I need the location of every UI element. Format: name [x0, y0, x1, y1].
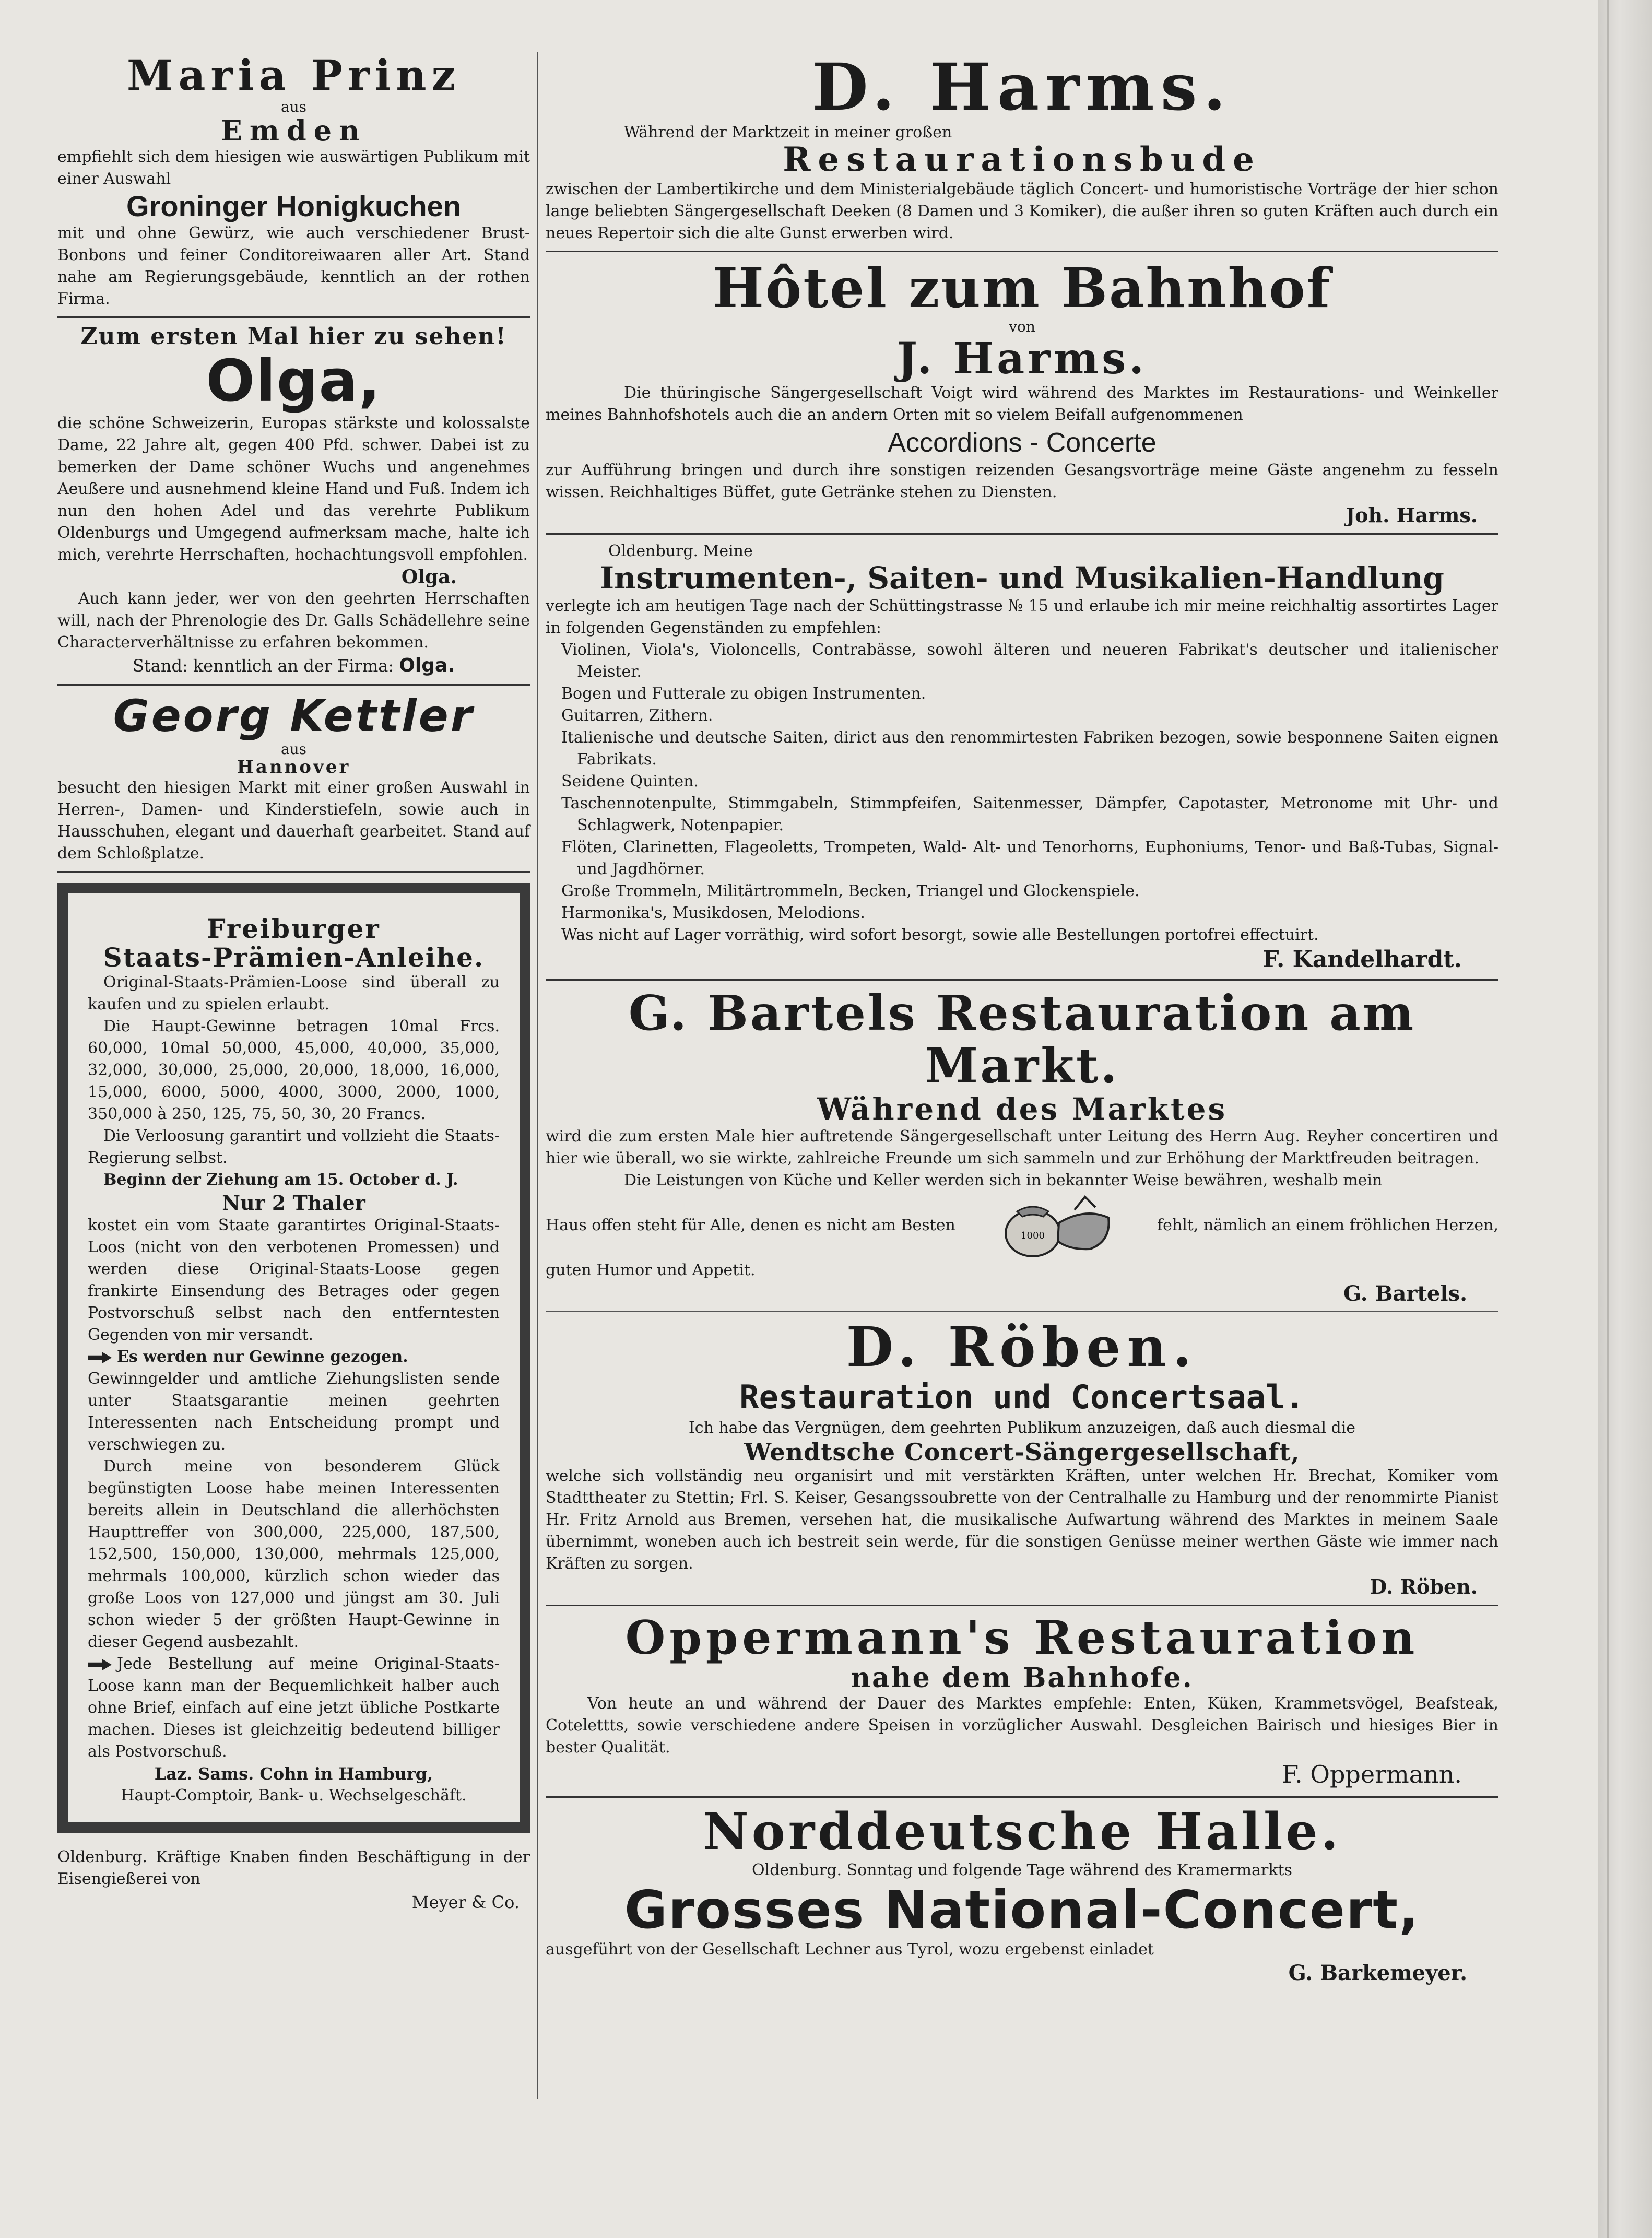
divider	[57, 684, 530, 686]
ad-subtitle: Staats-Prämien-Anleihe.	[103, 942, 485, 973]
ad-price: Nur 2 Thaler	[222, 1191, 365, 1215]
ad-text: wird die zum ersten Male hier auftretende Sängergesellschaft unter Leitung des Herrn Aug. Reyher concertiren und hier wie überall, wo sie wirkte, zahlreiche Freunde um sich sammeln und zur Erhöhung der Marktfreuden beitragen.	[546, 1127, 1498, 1168]
ad-subtitle: nahe dem Bahnhofe.	[851, 1662, 1194, 1694]
ad-subtitle: Während des Marktes	[817, 1091, 1228, 1127]
ad-norddeutsche-halle	[546, 1804, 1498, 1985]
ad-text: besucht den hiesigen Markt mit einer großen Auswahl in Herren-, Damen- und Kinderstiefeln, sowie auch in Hausschuhen, elegant und dauerhaft gearbeitet. Stand auf dem Schloßplatze.	[57, 779, 530, 863]
ad-title: G. Bartels Restauration am Markt.	[628, 985, 1416, 1094]
stand-label: Stand: kenntlich an der Firma:	[132, 656, 394, 676]
ad-text: ausgeführt von der Gesellschaft Lechner aus Tyrol, wozu ergebenst einladet	[546, 1940, 1154, 1959]
ad-title: Norddeutsche Halle.	[703, 1802, 1341, 1862]
ad-subtitle: Restaurationsbude	[783, 140, 1261, 180]
list-item: Was nicht auf Lager vorräthig, wird sofort besorgt, sowie alle Bestellungen portofrei effectuirt.	[561, 926, 1319, 945]
ad-meyer	[57, 1846, 530, 1914]
ad-text: Beginn der Ziehung am 15. October d. J.	[103, 1171, 458, 1189]
ad-signature: F. Kandelhardt.	[1262, 946, 1462, 973]
ad-concert: Grosses National-Concert,	[624, 1879, 1420, 1940]
ad-signature: Olga.	[401, 566, 457, 588]
pointing-hand-icon	[88, 1352, 112, 1363]
ad-text: zur Aufführung bringen und durch ihre sonstigen reizenden Gesangsvorträge meine Gäste angenehm zu fesseln wissen. Reichhaltiges Büffet, gute Getränke stehen zu Diensten.	[546, 461, 1498, 502]
ad-signature: G. Barkemeyer.	[1288, 1960, 1467, 1985]
page-edge	[1598, 0, 1652, 2238]
ad-signature: F. Oppermann.	[1282, 1760, 1462, 1789]
ad-title: Instrumenten-, Saiten- und Musikalien-Handlung	[599, 560, 1444, 596]
ad-text: kostet ein vom Staate garantirtes Original-Staats-Loos (nicht von den verbotenen Promessen) und werden diese Original-Staats-Loose gegen frankirte Einsendung des Betrages oder gegen Postvorschuß selbst nach den entferntesten Gegenden von mir versandt.	[88, 1216, 500, 1345]
ad-signature: G. Bartels.	[1343, 1281, 1467, 1306]
list-item: Harmonika's, Musikdosen, Melodions.	[561, 904, 865, 923]
ad-text: Oldenburg. Kräftige Knaben finden Beschäftigung in der Eisengießerei von	[57, 1848, 530, 1889]
ad-signature: Laz. Sams. Cohn in Hamburg,	[154, 1764, 433, 1784]
ad-text	[88, 1346, 500, 1368]
list-item: Seidene Quinten.	[561, 772, 699, 791]
ad-title: Oppermann's Restauration	[625, 1610, 1419, 1665]
ad-maria-prinz	[57, 52, 530, 310]
ad-text: Während der Marktzeit in meiner großen	[624, 123, 952, 142]
ad-title: Olga,	[206, 347, 382, 415]
ad-freiburger	[68, 893, 520, 1822]
ad-city: Hannover	[237, 756, 351, 778]
list-item: Italienische und deutsche Saiten, dirict aus den renommirtesten Fabriken bezogen, sowie besponnene Saiten eignen Fabrikats.	[561, 728, 1498, 769]
ad-signature: Meyer & Co.	[411, 1892, 520, 1913]
ad-text: Von heute an und während der Dauer des Marktes empfehle: Enten, Küken, Krammetsvögel, Beafsteak, Cotelettts, sowie verschiedene andere Speisen in vorzüglicher Auswahl. Desgleichen Bairisch und hiesiges Bier in bester Qualität.	[546, 1694, 1498, 1757]
ad-title: Maria Prinz	[127, 51, 461, 100]
divider	[57, 871, 530, 873]
list-item: Bogen und Futterale zu obigen Instrumenten.	[561, 685, 926, 703]
ad-d-harms	[546, 52, 1498, 244]
ad-text: Die Verloosung garantirt und vollzieht die Staats-Regierung selbst.	[88, 1127, 500, 1168]
ad-product: Groninger Honigkuchen	[126, 190, 461, 223]
ad-text: Die Haupt-Gewinne betragen 10mal Frcs. 60,000, 10mal 50,000, 45,000, 40,000, 35,000, 32,000, 30,000, 25,000, 20,000, 18,000, 16,000, 15,000, 6000, 5000, 4000, 3000, 2000, 1000, 350,000 à 250, 125, 75, 50, 30, 20 Francs.	[88, 1017, 500, 1124]
ad-bartels	[546, 987, 1498, 1306]
divider	[57, 316, 530, 318]
ad-text: mit und ohne Gewürz, wie auch verschiedener Brust-Bonbons und feiner Conditoreiwaaren aller Art. Stand nahe am Regierungsgebäude, kenntlich an der rothen Firma.	[57, 223, 530, 308]
ad-intro: Oldenburg. Meine	[608, 542, 753, 561]
ad-aus: aus	[280, 740, 307, 758]
ad-text: die schöne Schweizerin, Europas stärkste und kolossalste Dame, 22 Jahre alt, gegen 400 Pfd. schwer. Dabei ist zu bemerken der Dame schöner Wuchs und angenehmes Aeußere und ausnehmend kleine Hand und Fuß. Indem ich nun den hohen Adel und das verehrte Publikum Oldenburgs und Umgegend aufmerksam mache, halte ich mich, verehrte Herrschaften, hochachtungsvoll empfohlen.	[57, 414, 530, 564]
ad-headline: Zum ersten Mal hier zu sehen!	[80, 323, 507, 350]
ad-text-span: fehlt, nämlich an einem fröhlichen Herzen,	[1157, 1216, 1498, 1235]
divider	[546, 533, 1498, 535]
money-bag-icon	[996, 1192, 1116, 1259]
divider	[546, 1311, 1498, 1312]
ad-text: Gewinngelder und amtliche Ziehungslisten sende unter Staatsgarantie meinen geehrten Interessenten nach Entscheidung prompt und verschwiegen zu.	[88, 1370, 500, 1454]
ad-georg-kettler	[57, 692, 530, 865]
ad-von: von	[1009, 318, 1035, 336]
ad-stand	[57, 654, 530, 678]
ad-subtitle: Wendtsche Concert-Sängergesellschaft,	[744, 1438, 1300, 1466]
ad-text: Durch meine von besonderem Glück begünstigten Loose habe meinen Interessenten bereits allein in Deutschland die allerhöchsten Haupttreffer von 300,000, 225,000, 187,500, 152,500, 150,000, 130,000, mehrmals 125,000, mehrmals 100,000, kürzlich schon wieder das große Loos von 127,000 und jüngst am 30. Juli schon wieder 5 der größten Haupt-Gewinne in dieser Gegend ausbezahlt.	[88, 1457, 500, 1652]
ad-signature: D. Röben.	[1370, 1575, 1478, 1599]
ad-text-with-bag	[546, 1192, 1498, 1259]
ad-text: Original-Staats-Prämien-Loose sind überall zu kaufen und zu spielen erlaubt.	[88, 973, 500, 1014]
ad-title: Hôtel zum Bahnhof	[712, 255, 1332, 320]
list-item: Taschennotenpulte, Stimmgabeln, Stimmpfeifen, Saitenmesser, Dämpfer, Capotaster, Metronome mit Uhr- und Schlagwerk, Notenpapier.	[561, 794, 1498, 835]
ad-text: empfiehlt sich dem hiesigen wie auswärtigen Publikum mit einer Auswahl	[57, 148, 530, 189]
ad-subtitle: Restauration und Concertsaal.	[739, 1377, 1305, 1416]
ad-signature: Joh. Harms.	[1346, 503, 1478, 527]
list-item: Große Trommeln, Militärtrommeln, Becken, Triangel und Glockenspiele.	[561, 882, 1140, 901]
ad-text: Auch kann jeder, wer von den geehrten Herrschaften will, nach der Phrenologie des Dr. Galls Schädellehre seine Characterverhältnisse zu erfahren bekommen.	[57, 590, 530, 652]
ad-text: Die thüringische Sängergesellschaft Voigt wird während des Marktes im Restaurations- und Weinkeller meines Bahnhofshotels auch die an andern Orten mit so vielem Beifall aufgenommenen	[546, 384, 1498, 425]
ad-aus: aus	[280, 98, 307, 115]
divider	[546, 979, 1498, 981]
ad-signature-sub: Haupt-Comptoir, Bank- u. Wechselgeschäft.	[121, 1786, 467, 1805]
ad-text: welche sich vollständig neu organisirt und mit verstärkten Kräften, unter welchen Hr. Brechat, Komiker vom Stadttheater zu Stettin; Frl. S. Keiser, Gesangssoubrette von der Centralhalle zu Hamburg und der renommirte Pianist Hr. Fritz Arnold aus Bremen, versehen hat, die musikalische Aufwartung während des Marktes in meinem Saale übernimmt, woneben auch ich bestreit sein werde, für die sonstigen Genüsse meiner werthen Gäste wie immer nach Kräften zu sorgen.	[546, 1467, 1498, 1573]
ad-title: Georg Kettler	[113, 690, 475, 742]
ad-olga	[57, 324, 530, 678]
ad-text: Ich habe das Vergnügen, dem geehrten Publikum anzuzeigen, daß auch diesmal die	[688, 1418, 1356, 1437]
bag-label: 1000	[1021, 1230, 1045, 1242]
ad-concert: Accordions - Concerte	[888, 428, 1157, 458]
ad-roeben	[546, 1317, 1498, 1598]
right-column	[546, 52, 1498, 1985]
left-column	[57, 52, 530, 1914]
ad-text: Oldenburg. Sonntag und folgende Tage während des Kramermarkts	[752, 1860, 1292, 1879]
ad-text-span: Jede Bestellung auf meine Original-Staats-Loose kann man der Bequemlichkeit halber auch ohne Brief, einfach auf eine jetzt übliche Postkarte machen. Dieses ist gleichzeitig bedeutend billiger als Postvorschuß.	[88, 1655, 500, 1761]
ad-text: guten Humor und Appetit.	[546, 1261, 756, 1280]
ad-text-span: Haus offen steht für Alle, denen es nicht am Besten	[546, 1216, 955, 1235]
ad-text: zwischen der Lambertikirche und dem Ministerialgebäude täglich Concert- und humoristische Vorträge der hier schon lange beliebten Sängergesellschaft Deeken (8 Damen und 3 Komiker), die außer ihren so guten Kräften auch durch ein neues Repertoir sich die alte Gunst erwerben wird.	[546, 180, 1498, 242]
ad-city: Emden	[220, 114, 367, 147]
ad-title: D. Harms.	[812, 50, 1232, 125]
ad-oppermann	[546, 1612, 1498, 1790]
list-item: Guitarren, Zithern.	[561, 706, 713, 725]
stand-name: Olga.	[399, 655, 455, 677]
ad-hotel-bahnhof	[546, 255, 1498, 527]
ad-title: Freiburger	[207, 913, 381, 945]
ad-text-span: Es werden nur Gewinne gezogen.	[117, 1348, 408, 1367]
ad-title: D. Röben.	[846, 1315, 1198, 1380]
list-item: Flöten, Clarinetten, Flageoletts, Trompeten, Wald- Alt- und Tenorhorns, Euphoniums, Tenor- und Baß-Tubas, Signal- und Jagdhörner.	[561, 838, 1498, 879]
divider	[546, 1796, 1498, 1798]
column-rule	[537, 52, 538, 2099]
ad-kandelhardt	[546, 541, 1498, 973]
list-item: Violinen, Viola's, Violoncells, Contrabässe, sowohl älteren und neueren Fabrikat's deutscher und italienischer Meister.	[561, 641, 1498, 681]
ad-text	[88, 1653, 500, 1763]
ad-text: Die Leistungen von Küche und Keller werden sich in bekannter Weise bewähren, weshalb mein	[624, 1171, 1383, 1190]
ad-name: J. Harms.	[897, 334, 1147, 384]
pointing-hand-icon	[88, 1659, 112, 1670]
divider	[546, 251, 1498, 252]
ad-text: verlegte ich am heutigen Tage nach der Schüttingstrasse № 15 und erlaube ich mir meine reichhaltig assortirtes Lager in folgenden Gegenständen zu empfehlen:	[546, 597, 1498, 638]
divider	[546, 1605, 1498, 1606]
ad-freiburger-frame	[57, 883, 530, 1833]
